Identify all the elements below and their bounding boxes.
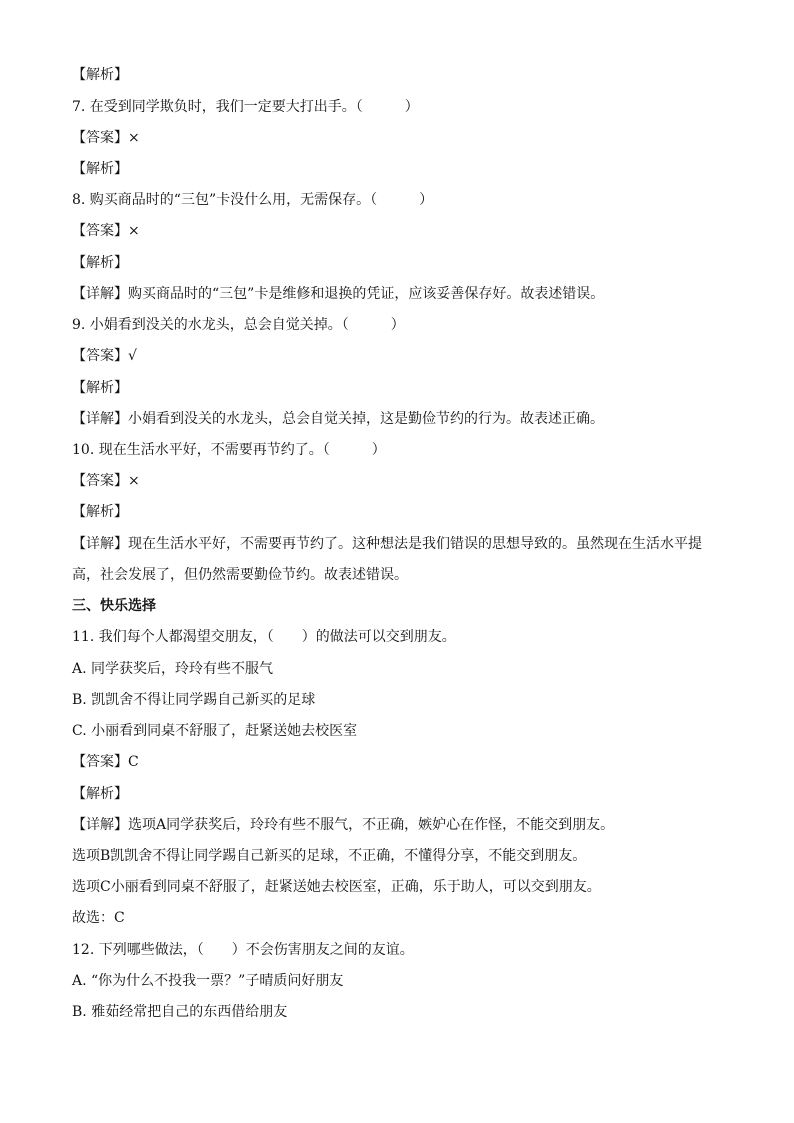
answer-label: 【答案】×: [72, 223, 140, 239]
section-title: 三、快乐选择: [72, 598, 156, 614]
explanation-text: 【详解】现在生活水平好，不需要再节约了。这种想法是我们错误的思想导致的。虽然现在生活水平提: [72, 536, 702, 552]
explanation-text-continued: 高，社会发展了，但仍然需要勤俭节约。故表述错误。: [72, 567, 408, 583]
analysis-label: 【解析】: [72, 255, 128, 271]
question-10: 10. 现在生活水平好，不需要再节约了。（ ）: [72, 442, 386, 458]
explanation-text: 【详解】购买商品时的“三包”卡是维修和退换的凭证，应该妥善保存好。故表述错误。: [72, 286, 605, 302]
explanation-text: 选项B凯凯舍不得让同学踢自己新买的足球，不正确，不懂得分享，不能交到朋友。: [72, 848, 587, 864]
answer-label: 【答案】√: [72, 348, 137, 364]
final-choice: 故选：C: [72, 910, 125, 926]
analysis-label: 【解析】: [72, 67, 128, 83]
option-b: B. 雅茹经常把自己的东西借给朋友: [72, 1004, 288, 1020]
answer-label: 【答案】×: [72, 130, 140, 146]
answer-label: 【答案】C: [72, 754, 139, 770]
analysis-label: 【解析】: [72, 786, 128, 802]
question-12: 12. 下列哪些做法，（ ）不会伤害朋友之间的友谊。: [72, 942, 414, 958]
explanation-text: 选项C小丽看到同桌不舒服了，赶紧送她去校医室，正确，乐于助人，可以交到朋友。: [72, 879, 601, 895]
question-9: 9. 小娟看到没关的水龙头，总会自觉关掉。（ ）: [72, 317, 405, 333]
explanation-text: 【详解】小娟看到没关的水龙头，总会自觉关掉，这是勤俭节约的行为。故表述正确。: [72, 411, 604, 427]
explanation-text: 【详解】选项A同学获奖后，玲玲有些不服气，不正确，嫉妒心在作怪，不能交到朋友。: [72, 817, 615, 833]
answer-label: 【答案】×: [72, 473, 140, 489]
option-a: A. 同学获奖后，玲玲有些不服气: [72, 661, 274, 677]
analysis-label: 【解析】: [72, 504, 128, 520]
analysis-label: 【解析】: [72, 380, 128, 396]
question-7: 7. 在受到同学欺负时，我们一定要大打出手。（ ）: [72, 99, 419, 115]
option-c: C. 小丽看到同桌不舒服了，赶紧送她去校医室: [72, 723, 358, 739]
option-b: B. 凯凯舍不得让同学踢自己新买的足球: [72, 692, 316, 708]
question-11: 11. 我们每个人都渴望交朋友，（ ）的做法可以交到朋友。: [72, 629, 456, 645]
analysis-label: 【解析】: [72, 161, 128, 177]
option-a: A. “你为什么不投我一票？”子晴质问好朋友: [72, 973, 344, 989]
question-8: 8. 购买商品时的“三包”卡没什么用，无需保存。（ ）: [72, 192, 434, 208]
